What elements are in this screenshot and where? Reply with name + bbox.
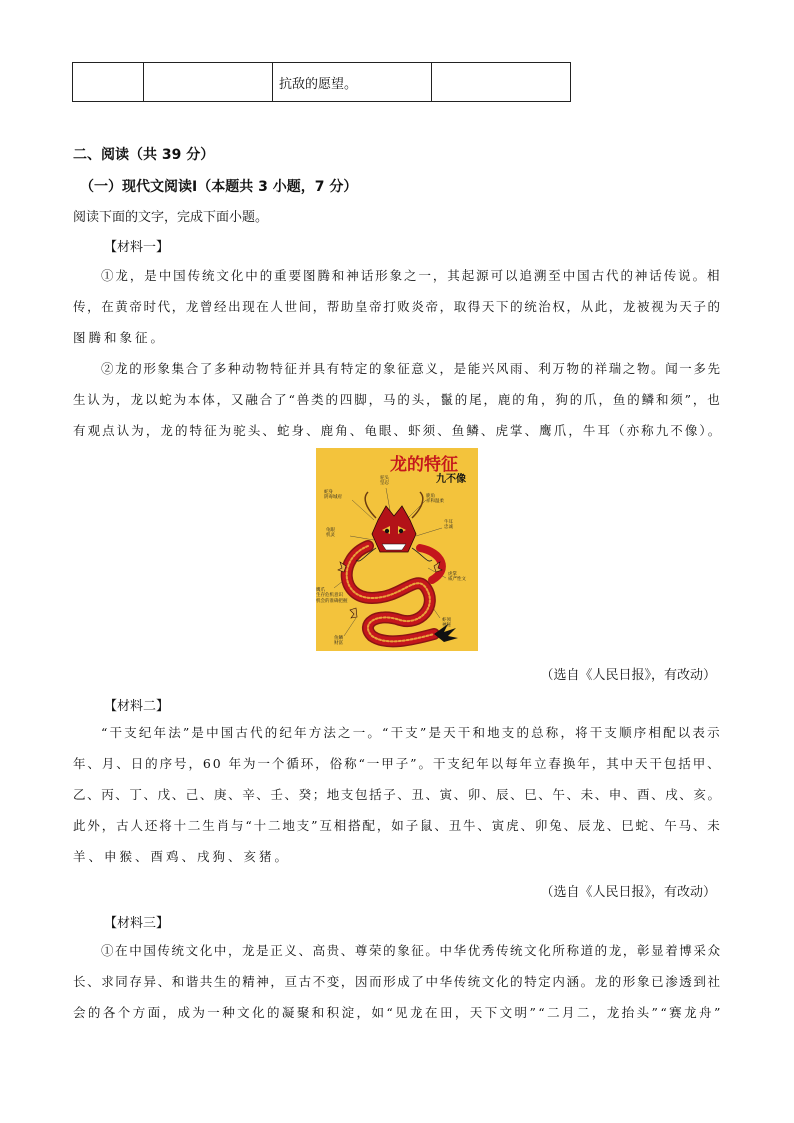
label-text: 阴毒城府 bbox=[324, 495, 342, 501]
label-text: 鹰爪 bbox=[316, 588, 325, 593]
label-eagle-claw bbox=[316, 588, 348, 604]
label-text: 蛇身 bbox=[324, 490, 333, 495]
label-text: 虾须 bbox=[442, 618, 451, 623]
label-text: 威严性文 bbox=[448, 577, 466, 583]
paragraph-line: 乙、丙、丁、戊、己、庚、辛、壬、癸；地支包括子、丑、寅、卯、辰、巳、午、未、申、酉、戌、亥。 bbox=[73, 787, 722, 802]
source-citation: （选自《人民日报》，有改动） bbox=[540, 668, 716, 683]
label-tiger-palm bbox=[448, 572, 466, 583]
paragraph-line: 长、求同存异、和谐共生的精神，亘古不变，因而形成了中华传统文化的特定内涵。龙的形象已渗透到社 bbox=[73, 974, 722, 989]
subsection-title: （一）现代文阅读Ⅰ（本题共 3 小题，7 分） bbox=[80, 179, 358, 195]
material2-heading: 【材料二】 bbox=[104, 699, 170, 714]
label-fish-scale bbox=[334, 636, 343, 647]
figure-title: 龙的特征 bbox=[390, 455, 458, 475]
label-text: 生存危机意识 bbox=[316, 593, 343, 599]
label-text: 坚忍 bbox=[380, 481, 389, 487]
label-ox-ear bbox=[444, 520, 453, 531]
label-text: 忠诚 bbox=[444, 525, 453, 531]
material1-heading: 【材料一】 bbox=[104, 240, 170, 255]
label-shrimp-whisker bbox=[442, 618, 451, 629]
label-text: 驼头 bbox=[380, 476, 389, 481]
paragraph-line: 羊、申猴、酉鸡、戌狗、亥猪。 bbox=[73, 849, 291, 864]
label-text: 财富 bbox=[334, 641, 343, 647]
dragon-features-figure bbox=[316, 448, 478, 651]
paragraph-line: 生认为，龙以蛇为本体，又融合了“兽类的四脚，马的头，鬣的尾，鹿的角，狗的爪，鱼的鳞和须”，也 bbox=[73, 392, 722, 407]
label-text: 虎掌 bbox=[448, 572, 457, 577]
label-text: 祥和温柔 bbox=[426, 499, 444, 505]
section-title: 二、阅读（共 39 分） bbox=[73, 147, 215, 163]
paragraph-line: 年、月、日的序号，60 年为一个循环，俗称“一甲子”。干支纪年以每年立春换年，其中天干包括甲、 bbox=[73, 756, 722, 771]
paragraph-line: ①龙，是中国传统文化中的重要图腾和神话形象之一，其起源可以追溯至中国古代的神话传说。相 bbox=[101, 268, 722, 283]
label-text: 鱼鳞 bbox=[334, 636, 343, 641]
label-text: 机会的准确把握 bbox=[316, 598, 348, 604]
label-text: 机灵 bbox=[326, 533, 335, 539]
paragraph-line: ②龙的形象集合了多种动物特征并具有特定的象征意义，是能兴风雨、利万物的祥瑞之物。闻一多先 bbox=[101, 361, 722, 376]
label-text: 龟眼 bbox=[326, 528, 335, 533]
answer-table bbox=[72, 62, 571, 102]
label-turtle-eye bbox=[326, 528, 335, 539]
table-cell bbox=[144, 63, 273, 101]
figure-subtitle: 九不像 bbox=[436, 474, 466, 485]
paragraph-line: “干支纪年法”是中国古代的纪年方法之一。“干支”是天干和地支的总称，将干支顺序相配以表示 bbox=[101, 725, 722, 740]
label-deer-antler bbox=[426, 494, 444, 505]
source-citation: （选自《人民日报》，有改动） bbox=[540, 885, 716, 900]
dragon-illustration bbox=[316, 448, 478, 651]
paragraph-line: ①在中国传统文化中，龙是正义、高贵、尊荣的象征。中华优秀传统文化所称道的龙，彰显着博采众 bbox=[101, 943, 722, 958]
paragraph-line: 会的各个方面，成为一种文化的凝聚和积淀，如“见龙在田，天下文明”“二月二，龙抬头”“赛龙舟” bbox=[73, 1005, 723, 1020]
label-text: 神秘 bbox=[442, 623, 451, 629]
paragraph-line: 有观点认为，龙的特征为驼头、蛇身、鹿角、龟眼、虾须、鱼鳞、虎掌、鹰爪，牛耳（亦称九不像）。 bbox=[73, 423, 723, 438]
table-cell bbox=[73, 63, 144, 101]
material3-heading: 【材料三】 bbox=[104, 916, 170, 931]
instruction-text: 阅读下面的文字，完成下面小题。 bbox=[73, 210, 269, 225]
paragraph-line: 图腾和象征。 bbox=[73, 330, 167, 345]
label-snake-body bbox=[324, 490, 342, 501]
label-camel-head bbox=[380, 476, 389, 487]
label-text: 鹿角 bbox=[426, 494, 435, 499]
table-cell-text: 抗敌的愿望。 bbox=[279, 77, 358, 92]
paragraph-line: 传，在黄帝时代，龙曾经出现在人世间，帮助皇帝打败炎帝，取得天下的统治权，从此，龙被视为天子的 bbox=[73, 299, 722, 314]
label-text: 牛耳 bbox=[444, 520, 453, 525]
paragraph-line: 此外，古人还将十二生肖与“十二地支”互相搭配，如子鼠、丑牛、寅虎、卯兔、辰龙、巳蛇、午马、未 bbox=[73, 818, 722, 833]
